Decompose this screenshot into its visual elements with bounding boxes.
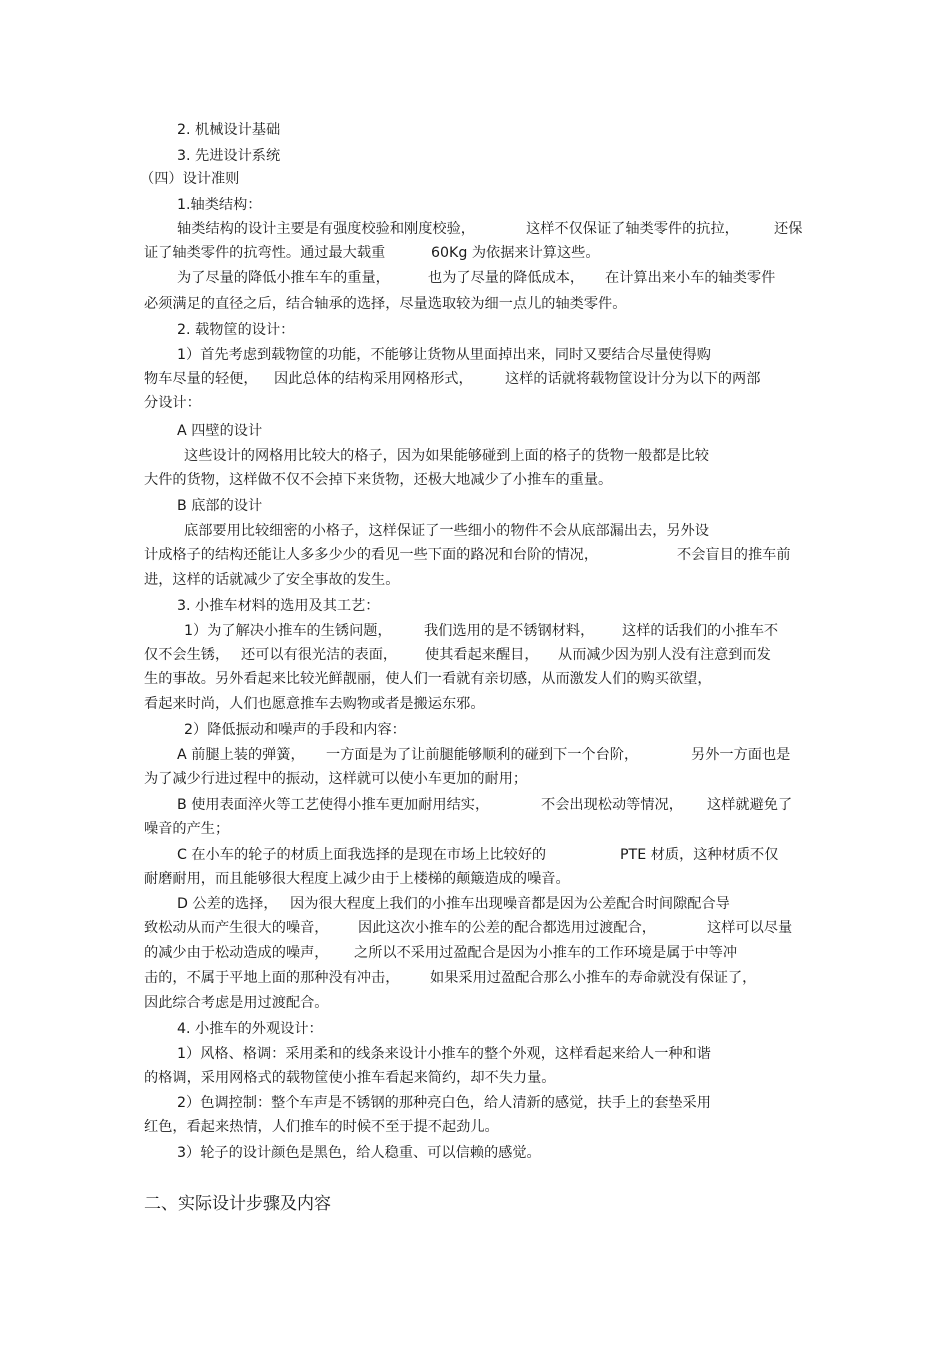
text-line: A 四壁的设计	[177, 423, 263, 439]
text-line: A 前腿上装的弹簧， 一方面是为了让前腿能够顺利的碰到下一个台阶， 另外一方面也是	[177, 747, 791, 763]
text-line: 的格调，采用网格式的载物筐使小推车看起来简约，却不失力量。	[144, 1070, 556, 1086]
text-line: 轴类结构的设计主要是有强度校验和刚度校验， 这样不仅保证了轴类零件的抗拉， 还保	[177, 221, 803, 237]
text-line: 2）降低振动和噪声的手段和内容：	[184, 722, 406, 738]
text-line: 4. 小推车的外观设计：	[177, 1021, 323, 1037]
text-line: 这些设计的网格用比较大的格子，因为如果能够碰到上面的格子的货物一般都是比较	[184, 448, 709, 464]
text-line: 生的事故。另外看起来比较光鲜靓丽，使人们一看就有亲切感，从而激发人们的购买欲望，	[144, 671, 712, 687]
text-line: 证了轴类零件的抗弯性。通过最大载重 60Kg 为依据来计算这些。	[144, 245, 600, 261]
text-line: 进，这样的话就减少了安全事故的发生。	[144, 572, 400, 588]
text-line: 的减少由于松动造成的噪声， 之所以不采用过盈配合是因为小推车的工作环境是属于中等冲	[144, 945, 738, 961]
text-line: 3）轮子的设计颜色是黑色，给人稳重、可以信赖的感觉。	[177, 1145, 541, 1161]
text-line: 计成格子的结构还能让人多多少少的看见一些下面的路况和台阶的情况， 不会盲目的推车前	[144, 547, 791, 563]
text-line: 分设计：	[144, 395, 201, 411]
text-line: 2. 机械设计基础	[177, 122, 281, 138]
text-line: 大件的货物，这样做不仅不会掉下来货物，还极大地减少了小推车的重量。	[144, 472, 613, 488]
text-line: 为了尽量的降低小推车车的重量， 也为了尽量的降低成本， 在计算出来小车的轴类零件	[177, 270, 776, 286]
section-subheading: （四）设计准则	[140, 171, 240, 187]
text-line: B 底部的设计	[177, 498, 263, 514]
text-line: 2）色调控制：整个车声是不锈钢的那种亮白色，给人清新的感觉，扶手上的套垫采用	[177, 1095, 711, 1111]
text-line: 1）首先考虑到载物筐的功能，不能够让货物从里面掉出来，同时又要结合尽量使得购	[177, 347, 711, 363]
text-line: 红色，看起来热情，人们推车的时候不至于提不起劲儿。	[144, 1119, 499, 1135]
text-line: 为了减少行进过程中的振动，这样就可以使小车更加的耐用；	[144, 771, 528, 787]
text-line: 2. 载物筐的设计：	[177, 322, 295, 338]
text-line: 看起来时尚，人们也愿意推车去购物或者是搬运东邪。	[144, 696, 485, 712]
text-line: 耐磨耐用，而且能够很大程度上减少由于上楼梯的颠簸造成的噪音。	[144, 871, 570, 887]
text-line: 底部要用比较细密的小格子，这样保证了一些细小的物件不会从底部漏出去，另外设	[184, 523, 709, 539]
text-line: 必须满足的直径之后，结合轴承的选择，尽量选取较为细一点儿的轴类零件。	[144, 296, 627, 312]
text-line: 1.轴类结构：	[177, 197, 262, 213]
text-line: 仅不会生锈， 还可以有很光洁的表面， 使其看起来醒目， 从而减少因为别人没有注意到而发	[144, 647, 771, 663]
text-line: 1）为了解决小推车的生锈问题， 我们选用的是不锈钢材料， 这样的话我们的小推车不	[184, 623, 779, 639]
text-line: 物车尽量的轻便， 因此总体的结构采用网格形式， 这样的话就将载物筐设计分为以下的两部	[144, 371, 761, 387]
text-line: 1）风格、格调：采用柔和的线条来设计小推车的整个外观，这样看起来给人一种和谐	[177, 1046, 711, 1062]
text-line: B 使用表面淬火等工艺使得小推车更加耐用结实， 不会出现松动等情况， 这样就避免了	[177, 797, 793, 813]
text-line: C 在小车的轮子的材质上面我选择的是现在市场上比较好的 PTE 材质，这种材质不仅	[177, 847, 779, 863]
text-line: D 公差的选择， 因为很大程度上我们的小推车出现噪音都是因为公差配合时间隙配合导	[177, 896, 730, 912]
text-line: 因此综合考虑是用过渡配合。	[144, 995, 329, 1011]
text-line: 噪音的产生；	[144, 821, 230, 837]
text-line: 3. 先进设计系统	[177, 148, 281, 164]
section-heading: 二、实际设计步骤及内容	[144, 1194, 331, 1214]
text-line: 致松动从而产生很大的噪音， 因此这次小推车的公差的配合都选用过渡配合， 这样可以尽量	[144, 920, 793, 936]
text-line: 3. 小推车材料的选用及其工艺：	[177, 598, 380, 614]
text-line: 击的，不属于平地上面的那种没有冲击， 如果采用过盈配合那么小推车的寿命就没有保证了，	[144, 970, 757, 986]
